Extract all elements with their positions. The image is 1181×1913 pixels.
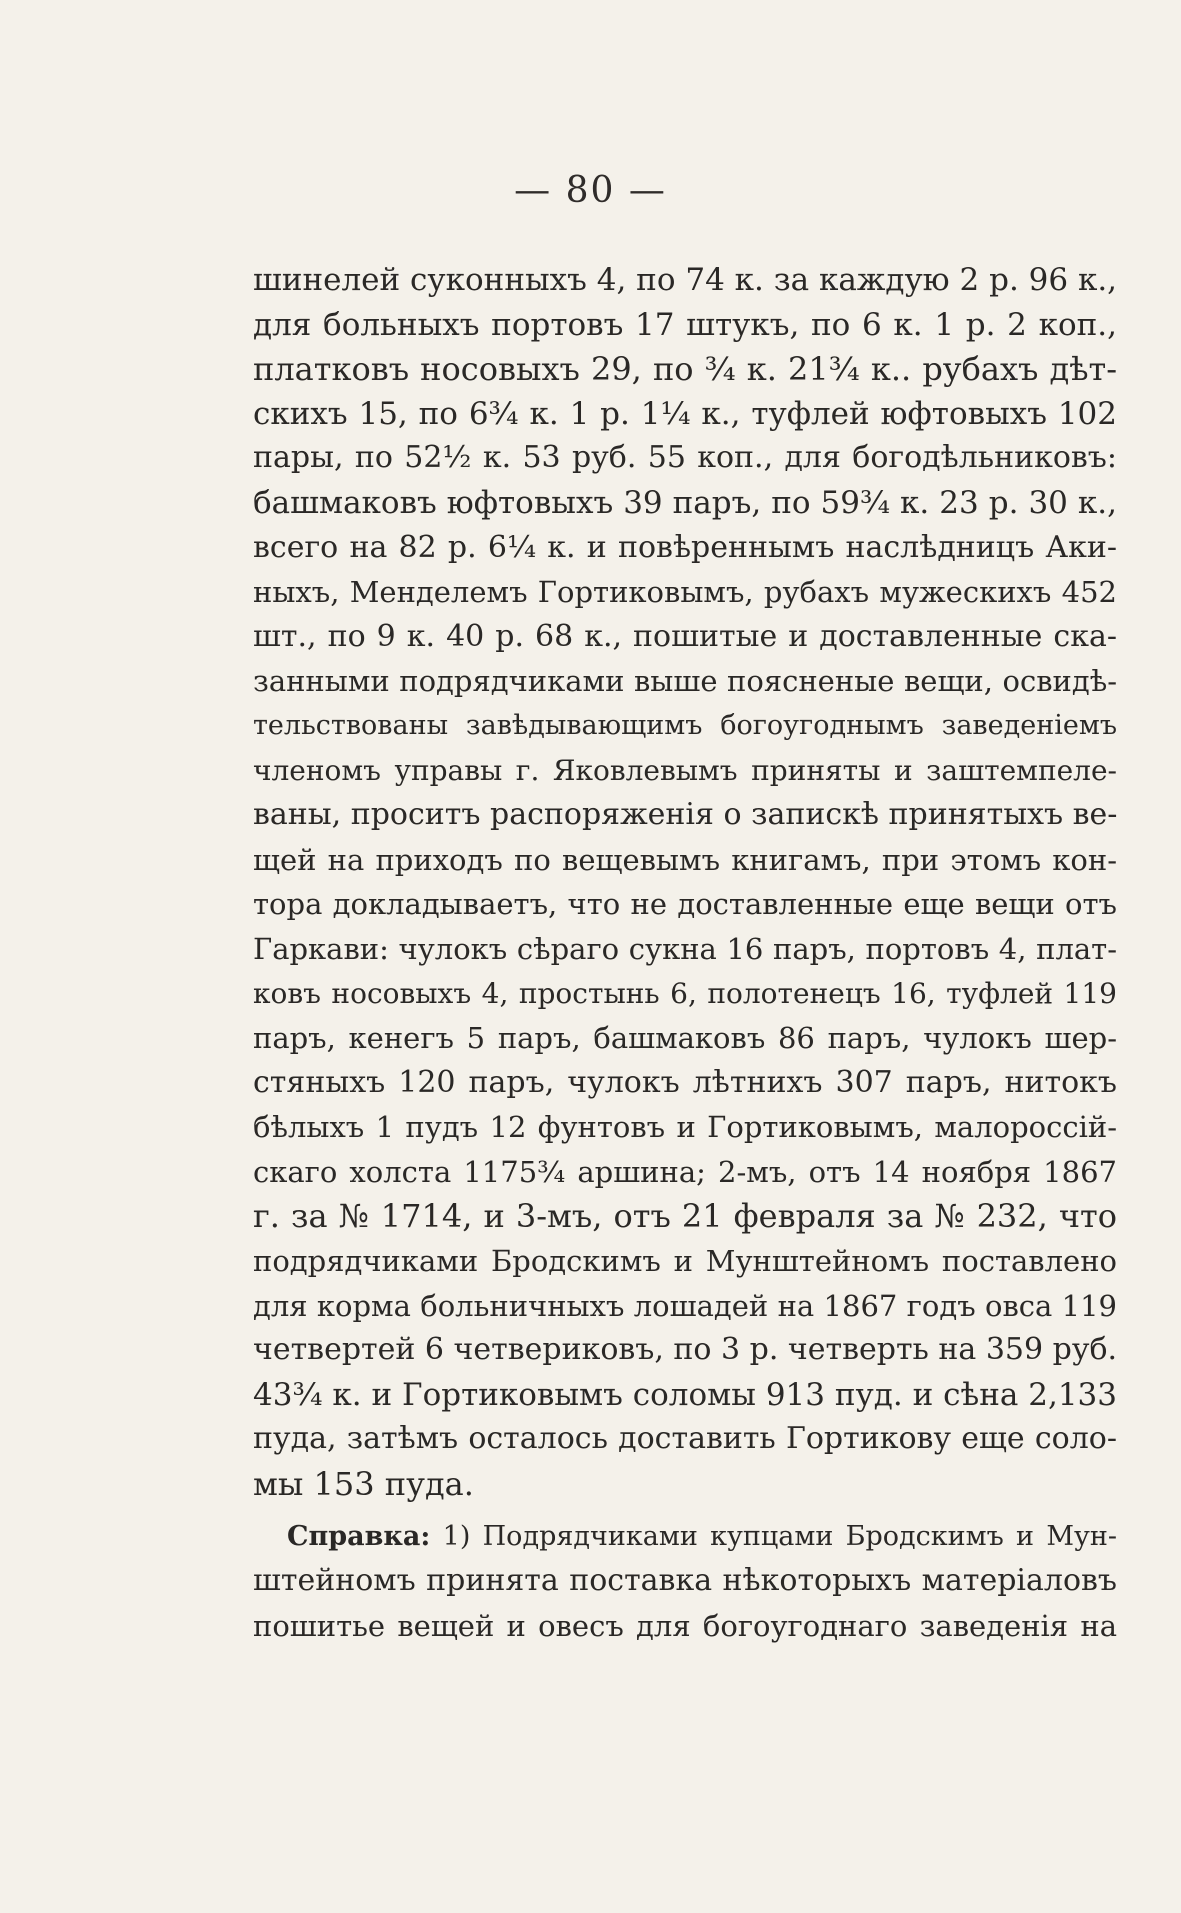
page-number: — 80 — [514,170,667,211]
text-line: занными подрядчиками выше поясненые вещи, освидѣ- [253,664,1117,699]
text-line: скаго холста 1175¾ аршина; 2-мъ, отъ 14 ноября 1867 [253,1154,1117,1189]
text-line: стяныхъ 120 паръ, чулокъ лѣтнихъ 307 паръ, нитокъ [253,1064,1117,1100]
paragraph-2 [253,1515,1117,1649]
text-line: для больныхъ портовъ 17 штукъ, по 6 к. 1 р. 2 коп., [253,306,1117,343]
text-line: скихъ 15, по 6¾ к. 1 р. 1¼ к., туфлей юфтовыхъ 102 [253,395,1117,432]
text-line: башмаковъ юфтовыхъ 39 паръ, по 59¾ к. 23 р. 30 к., [253,484,1117,521]
text-line: пуда, затѣмъ осталось доставить Гортикову еще соло- [253,1421,1117,1457]
text-line: шинелей суконныхъ 4, по 74 к. за каждую 2 р. 96 к., [253,262,1117,298]
text-line: для корма больничныхъ лошадей на 1867 годъ овса 119 [253,1288,1117,1323]
text-line: платковъ носовыхъ 29, по ¾ к. 21¾ к.. рубахъ дѣт- [253,350,1117,389]
text-line: тора докладываетъ, что не доставленные еще вещи отъ [253,887,1117,922]
text-line [253,1515,1117,1560]
text-line: подрядчиками Бродскимъ и Мунштейномъ поставлено [253,1244,1117,1279]
text-line: ковъ носовыхъ 4, простынь 6, полотенецъ 16, туфлей 119 [253,976,1117,1010]
reference-label: Справка: [287,1520,431,1552]
reference-text: 1) Подрядчиками купцами Бродскимъ и Мун- [430,1520,1117,1552]
text-line: щей на приходъ по вещевымъ книгамъ, при этомъ кон- [253,842,1117,877]
text-line: Гаркави: чулокъ сѣраго сукна 16 паръ, портовъ 4, плат- [253,931,1117,966]
text-line: четвертей 6 четвериковъ, по 3 р. четверть на 359 руб. [253,1332,1117,1368]
text-line: шт., по 9 к. 40 р. 68 к., пошитые и доставленные ска- [253,618,1117,654]
body-text [253,258,1117,1648]
text-line: тельствованы завѣдывающимъ богоугоднымъ заведеніемъ [253,709,1117,741]
text-line: бѣлыхъ 1 пудъ 12 фунтовъ и Гортиковымъ, малороссій- [253,1110,1117,1145]
paragraph-gap [253,1507,1117,1515]
text-line: пошитье вещей и овесъ для богоугоднаго заведенія на [253,1608,1117,1643]
paragraph-1 [253,258,1117,1507]
text-line: членомъ управы г. Яковлевымъ приняты и заштемпеле- [253,753,1117,787]
text-line: мы 153 пуда. [253,1465,474,1504]
text-line: всего на 82 р. 6¼ к. и повѣреннымъ наслѣдницъ Аки- [253,529,1117,565]
text-line: ныхъ, Менделемъ Гортиковымъ, рубахъ мужескихъ 452 [253,575,1117,610]
text-line: штейномъ принята поставка нѣкоторыхъ матеріаловъ [253,1563,1117,1599]
text-line: 43¾ к. и Гортиковымъ соломы 913 пуд. и сѣна 2,133 [253,1376,1117,1413]
text-line: ваны, проситъ распоряженія о запискѣ принятыхъ ве- [253,797,1117,833]
text-line: пары, по 52½ к. 53 руб. 55 коп., для богодѣльниковъ: [253,440,1117,476]
text-line: паръ, кенегъ 5 паръ, башмаковъ 86 паръ, чулокъ шер- [253,1021,1117,1056]
text-line: г. за № 1714, и 3-мъ, отъ 21 февраля за № 232, что [253,1197,1117,1236]
